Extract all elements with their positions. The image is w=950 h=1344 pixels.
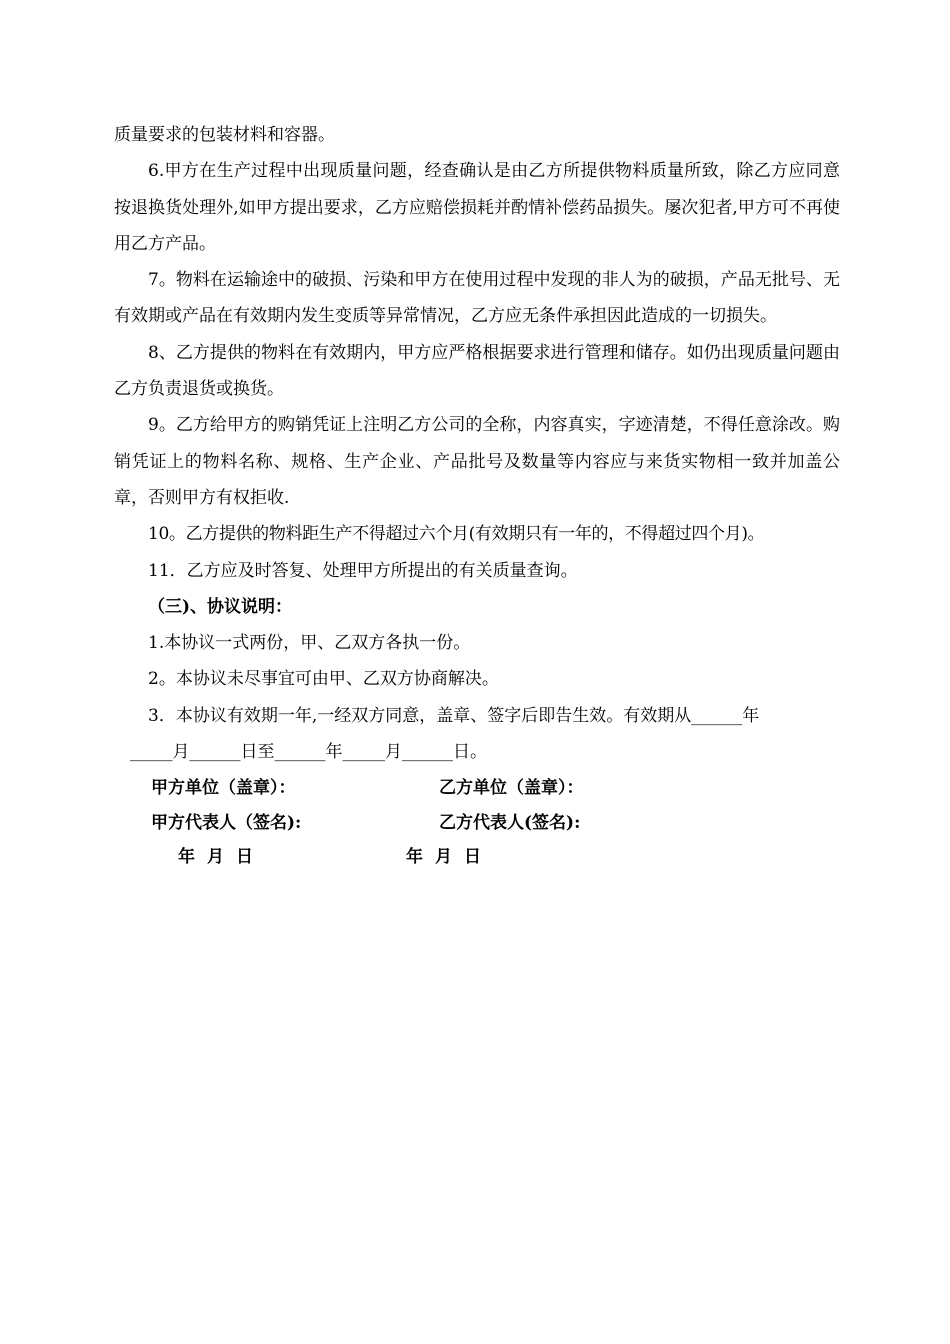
clause-8: 8、乙方提供的物料在有效期内，甲方应严格根据要求进行管理和储存。如仍出现质量问题由乙方负责退货或换货。 — [114, 342, 840, 400]
party-b-unit-label: 乙方单位（盖章）： — [439, 778, 584, 799]
agreement-item-1: 1.本协议一式两份，甲、乙双方各执一份。 — [148, 633, 471, 654]
clause-10: 10。乙方提供的物料距生产不得超过六个月(有效期只有一年的，不得超过四个月)。 — [148, 524, 765, 545]
party-b-year: 年 — [406, 847, 423, 868]
party-a-day: 日 — [236, 847, 253, 868]
party-a-date — [114, 839, 406, 874]
section-heading: （三)、协议说明： — [148, 596, 293, 617]
signature-rep-row — [114, 805, 840, 840]
agreement-item-3: 3．本协议有效期一年,一经双方同意，盖章、签字后即告生效。有效期从______年 — [148, 705, 760, 726]
party-b-day: 日 — [464, 847, 481, 868]
agreement-item-2: 2。本协议未尽事宜可由甲、乙双方协商解决。 — [148, 669, 499, 690]
paragraph-continuation: 质量要求的包装材料和容器。 — [114, 125, 335, 145]
document-page — [114, 117, 840, 874]
clause-9: 9。乙方给甲方的购销凭证上注明乙方公司的全称，内容真实，字迹清楚，不得任意涂改。购销凭证上的物料名称、规格、生产企业、产品批号及数量等内容应与来货实物相一致并加盖公章，否则甲方有权拒收. — [114, 415, 840, 508]
party-a-rep-label: 甲方代表人（签名): — [151, 812, 302, 833]
party-a-unit-label: 甲方单位（盖章）： — [151, 778, 296, 799]
party-b-rep-label: 乙方代表人(签名): — [439, 812, 581, 833]
clause-7: 7。物料在运输途中的破损、污染和甲方在使用过程中发现的非人为的破损，产品无批号、无有效期或产品在有效期内发生变质等异常情况，乙方应无条件承担因此造成的一切损失。 — [114, 270, 840, 327]
clause-6: 6.甲方在生产过程中出现质量问题，经查确认是由乙方所提供物料质量所致，除乙方应同意按退换货处理外,如甲方提出要求，乙方应赔偿损耗并酌情补偿药品损失。屡次犯者,甲方可不再使用乙方产品。 — [114, 161, 840, 254]
party-b-month: 月 — [435, 847, 452, 868]
validity-dates-line: _____月______日至______年_____月______日。 — [130, 742, 487, 763]
party-a-year: 年 — [178, 847, 195, 868]
signature-date-row — [114, 839, 840, 874]
clause-11: 11．乙方应及时答复、处理甲方所提出的有关质量查询。 — [148, 560, 578, 581]
signature-unit-row — [114, 770, 840, 805]
party-b-date — [406, 839, 481, 874]
party-a-month: 月 — [207, 847, 224, 868]
